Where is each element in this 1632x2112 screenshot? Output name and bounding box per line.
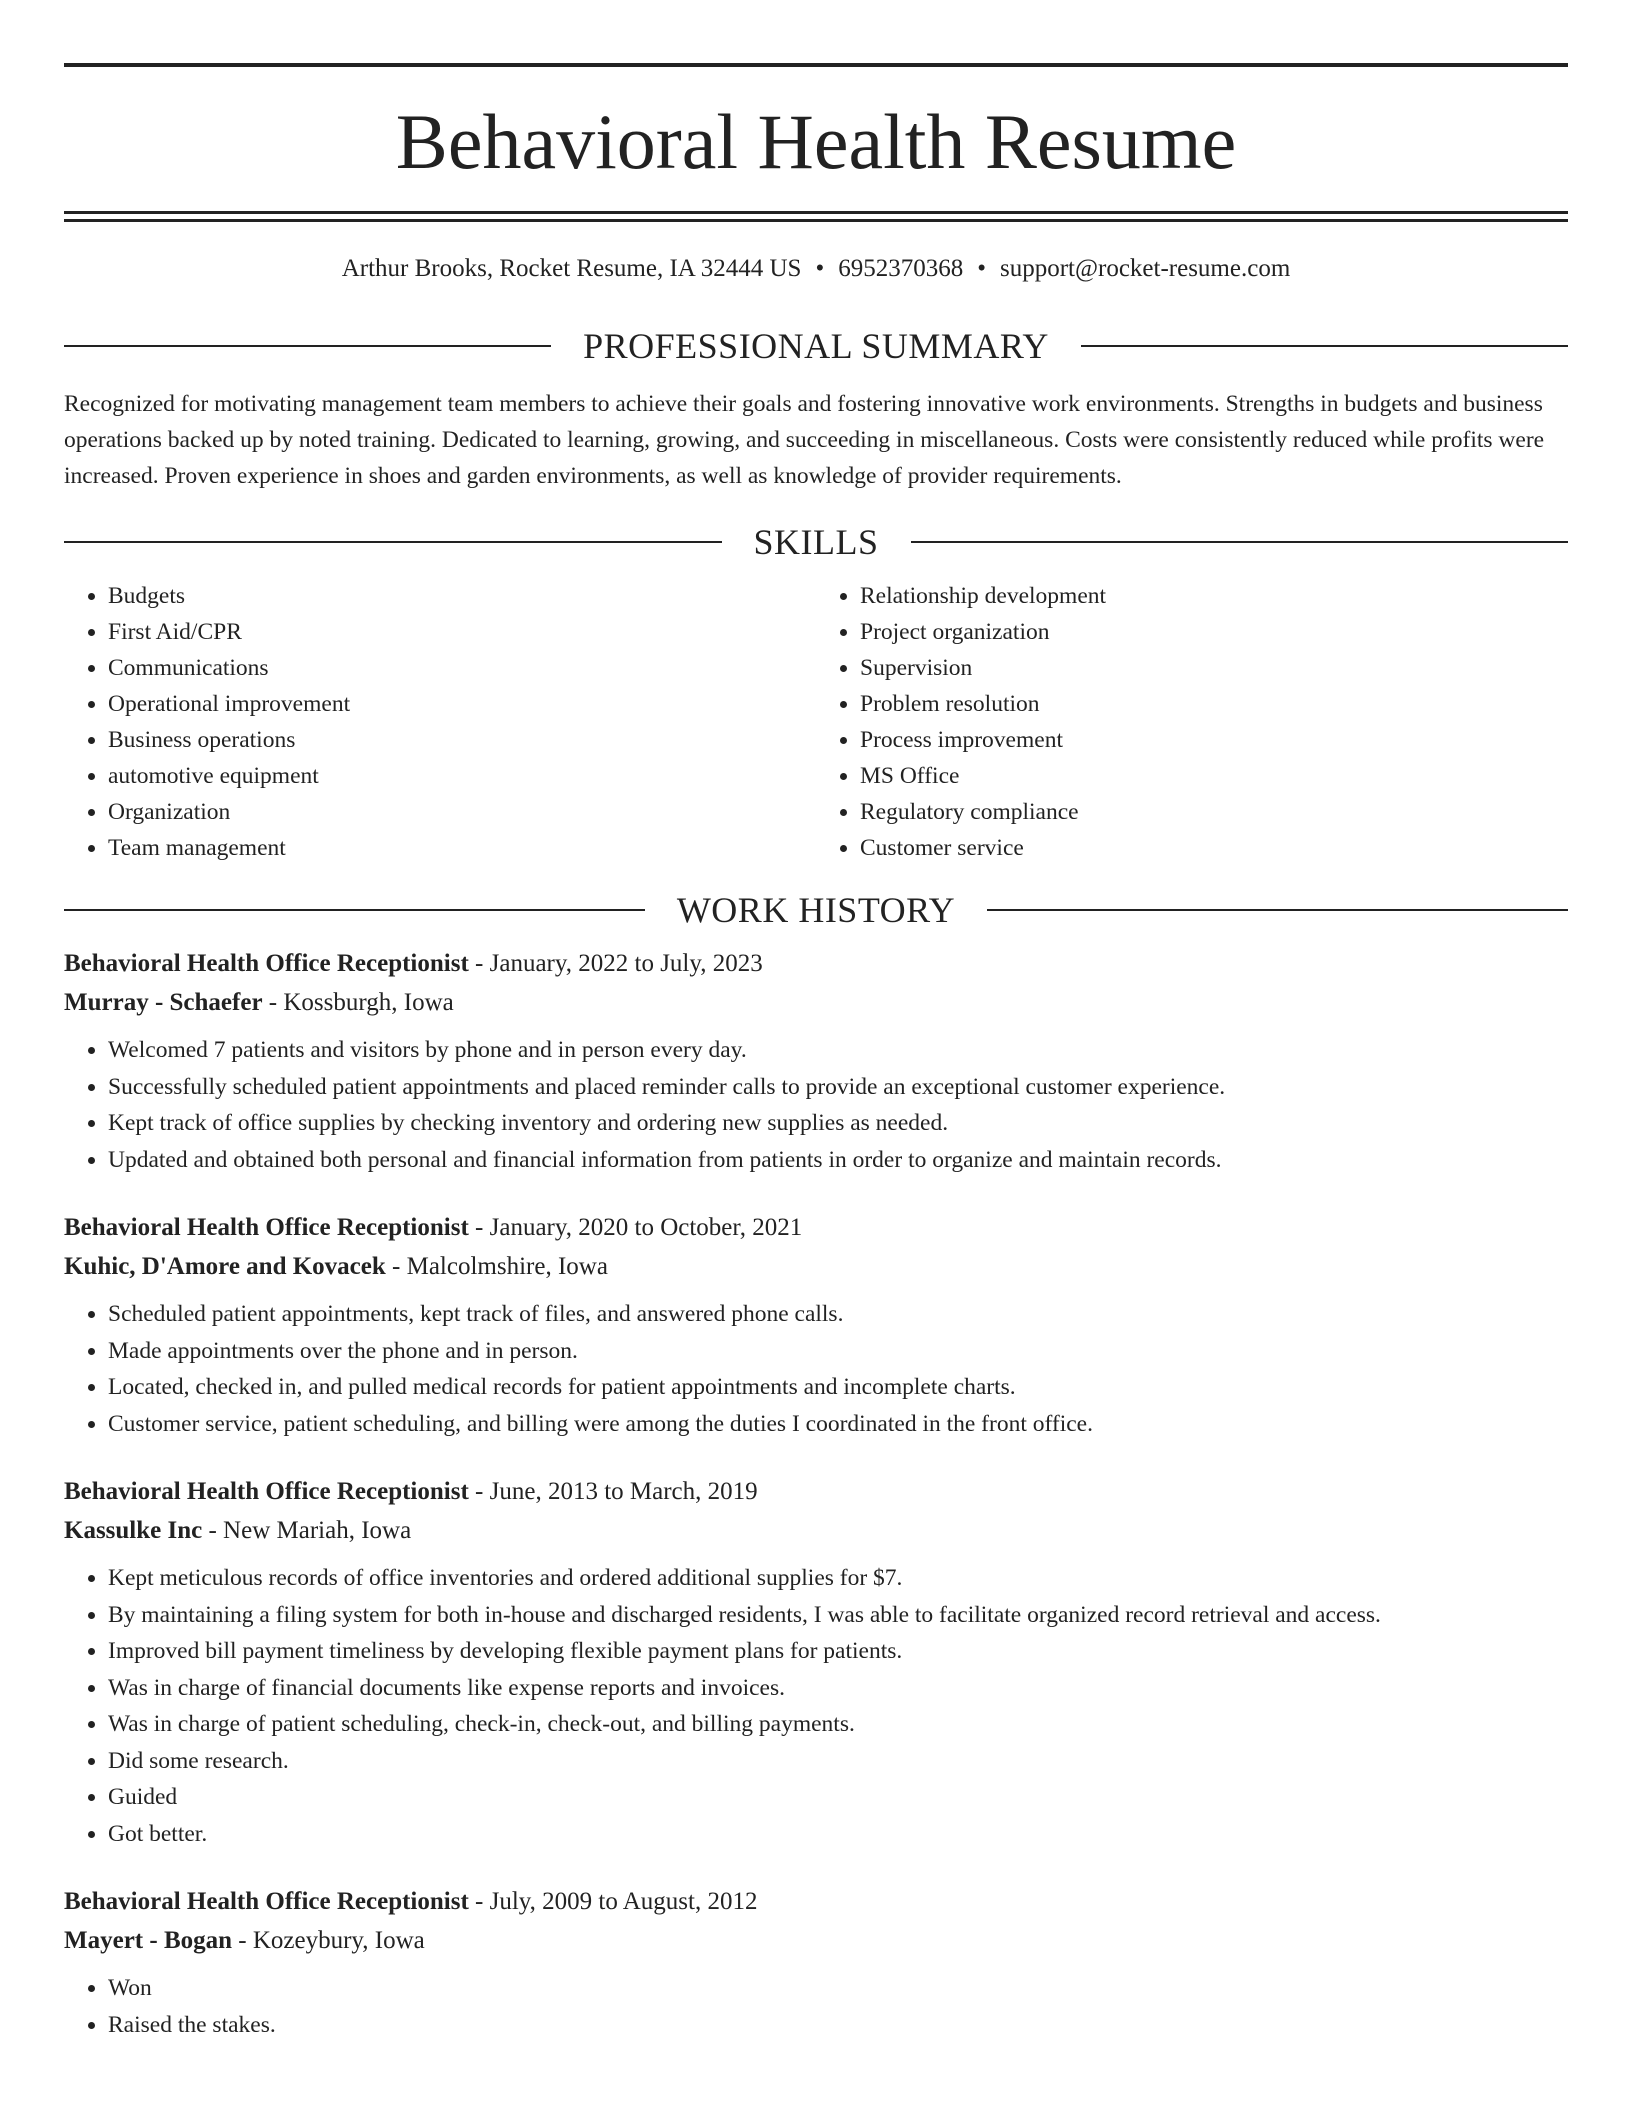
job-bullet: • Scheduled patient appointments, kept track of files, and answered phone calls. — [108, 1296, 1568, 1333]
heading-rule-right — [911, 541, 1569, 543]
job-bullet: • Was in charge of financial documents like expense reports and invoices. — [108, 1670, 1568, 1707]
job-bullet: • Improved bill payment timeliness by developing flexible payment plans for patients. — [108, 1633, 1568, 1670]
section-title: PROFESSIONAL SUMMARY — [583, 326, 1049, 366]
work-history-heading — [64, 892, 1568, 928]
job-location: - New Mariah, Iowa — [202, 1517, 412, 1544]
job-company-line — [64, 1511, 1568, 1550]
job-bullet: • Kept track of office supplies by checking inventory and ordering new supplies as needed. — [108, 1105, 1568, 1142]
job-dates: - June, 2013 to March, 2019 — [468, 1478, 758, 1505]
job-bullet: • Located, checked in, and pulled medical records for patient appointments and incomplete charts. — [108, 1369, 1568, 1406]
skill-item: • Regulatory compliance — [860, 794, 1568, 830]
job-dates: - July, 2009 to August, 2012 — [468, 1888, 758, 1915]
skill-item: • Problem resolution — [860, 686, 1568, 722]
job-bullet: • Was in charge of patient scheduling, check-in, check-out, and billing payments. — [108, 1706, 1568, 1743]
skills-column-right — [816, 578, 1568, 866]
skill-item: • Business operations — [108, 722, 816, 758]
job-dates: - January, 2020 to October, 2021 — [468, 1214, 803, 1241]
job-bullet: • Raised the stakes. — [108, 2007, 1568, 2044]
job-company: Mayert - Bogan — [64, 1927, 233, 1954]
job-entry — [64, 1882, 1568, 2043]
skills-column-left — [64, 578, 816, 866]
job-bullet: • Kept meticulous records of office inventories and ordered additional supplies for $7. — [108, 1560, 1568, 1597]
job-bullet: • Guided — [108, 1779, 1568, 1816]
summary-heading — [64, 328, 1568, 364]
job-title-line — [64, 1882, 1568, 1921]
heading-rule-left — [64, 345, 551, 347]
summary-text: Recognized for motivating management team members to achieve their goals and fostering innovative work environments. Strengths in budgets and business operations backed up by noted training. Dedicated to learning, growing, and succeeding in miscellaneous. Costs were consistently reduced while profits were increased. Proven experience in shoes and garden environments, as well as knowledge of provider requirements. — [64, 391, 1545, 489]
job-company-line — [64, 983, 1568, 1022]
job-company: Kuhic, D'Amore and Kovacek — [64, 1253, 386, 1280]
job-location: - Kossburgh, Iowa — [262, 989, 454, 1016]
job-dates: - January, 2022 to July, 2023 — [468, 950, 763, 977]
resume-page — [64, 63, 1568, 2043]
job-bullets — [64, 1560, 1568, 1852]
skill-item: • First Aid/CPR — [108, 614, 816, 650]
skill-item: • Operational improvement — [108, 686, 816, 722]
job-title: Behavioral Health Office Receptionist — [64, 1888, 469, 1915]
section-title: SKILLS — [753, 522, 879, 562]
skill-item: • Process improvement — [860, 722, 1568, 758]
contact-separator: • — [977, 255, 986, 282]
skill-item: • Relationship development — [860, 578, 1568, 614]
skill-item: • Team management — [108, 830, 816, 866]
job-company: Kassulke Inc — [64, 1517, 203, 1544]
skill-item: • Communications — [108, 650, 816, 686]
job-title: Behavioral Health Office Receptionist — [64, 1214, 469, 1241]
job-title: Behavioral Health Office Receptionist — [64, 950, 469, 977]
job-company: Murray - Schaefer — [64, 989, 263, 1016]
heading-rule-left — [64, 541, 722, 543]
job-bullet: • Updated and obtained both personal and financial information from patients in order to organize and maintain records. — [108, 1142, 1568, 1179]
skills-heading — [64, 524, 1568, 560]
contact-address: Arthur Brooks, Rocket Resume, IA 32444 US — [341, 255, 802, 282]
skill-item: • Project organization — [860, 614, 1568, 650]
section-title: WORK HISTORY — [676, 890, 956, 930]
contact-separator: • — [815, 255, 825, 282]
job-location: - Malcolmshire, Iowa — [385, 1253, 608, 1280]
job-entry — [64, 944, 1568, 1178]
job-bullets — [64, 1296, 1568, 1442]
heading-rule-left — [64, 909, 645, 911]
skill-item: • MS Office — [860, 758, 1568, 794]
job-company-line — [64, 1247, 1568, 1286]
contact-phone: 6952370368 — [838, 255, 964, 282]
job-bullet: • Customer service, patient scheduling, and billing were among the duties I coordinated in the front office. — [108, 1406, 1568, 1443]
job-title: Behavioral Health Office Receptionist — [64, 1478, 469, 1505]
job-title-line — [64, 1208, 1568, 1247]
skill-item: • Organization — [108, 794, 816, 830]
job-bullet: • By maintaining a filing system for both in-house and discharged residents, I was able to facilitate organized record retrieval and access. — [108, 1597, 1568, 1634]
job-entry — [64, 1208, 1568, 1442]
skill-item: • automotive equipment — [108, 758, 816, 794]
job-title-line — [64, 1472, 1568, 1511]
job-bullets — [64, 1970, 1568, 2043]
heading-rule-right — [1081, 345, 1568, 347]
job-bullets — [64, 1032, 1568, 1178]
job-location: - Kozeybury, Iowa — [232, 1927, 425, 1954]
contact-email: support@rocket-resume.com — [999, 255, 1291, 282]
job-bullet: • Welcomed 7 patients and visitors by phone and in person every day. — [108, 1032, 1568, 1069]
resume-title: Behavioral Health Resume — [395, 98, 1237, 185]
job-company-line — [64, 1921, 1568, 1960]
job-title-line — [64, 944, 1568, 983]
job-bullet: • Successfully scheduled patient appointments and placed reminder calls to provide an exceptional customer experience. — [108, 1069, 1568, 1106]
skill-item: • Budgets — [108, 578, 816, 614]
heading-rule-right — [987, 909, 1568, 911]
skill-item: • Supervision — [860, 650, 1568, 686]
skill-item: • Customer service — [860, 830, 1568, 866]
job-bullet: • Got better. — [108, 1816, 1568, 1853]
job-entry — [64, 1472, 1568, 1852]
skills-list — [64, 578, 1568, 866]
job-bullet: • Won — [108, 1970, 1568, 2007]
top-rule — [64, 63, 1568, 67]
contact-line — [64, 254, 1568, 284]
title-double-rule — [64, 211, 1568, 222]
job-bullet: • Made appointments over the phone and in person. — [108, 1333, 1568, 1370]
job-bullet: • Did some research. — [108, 1743, 1568, 1780]
